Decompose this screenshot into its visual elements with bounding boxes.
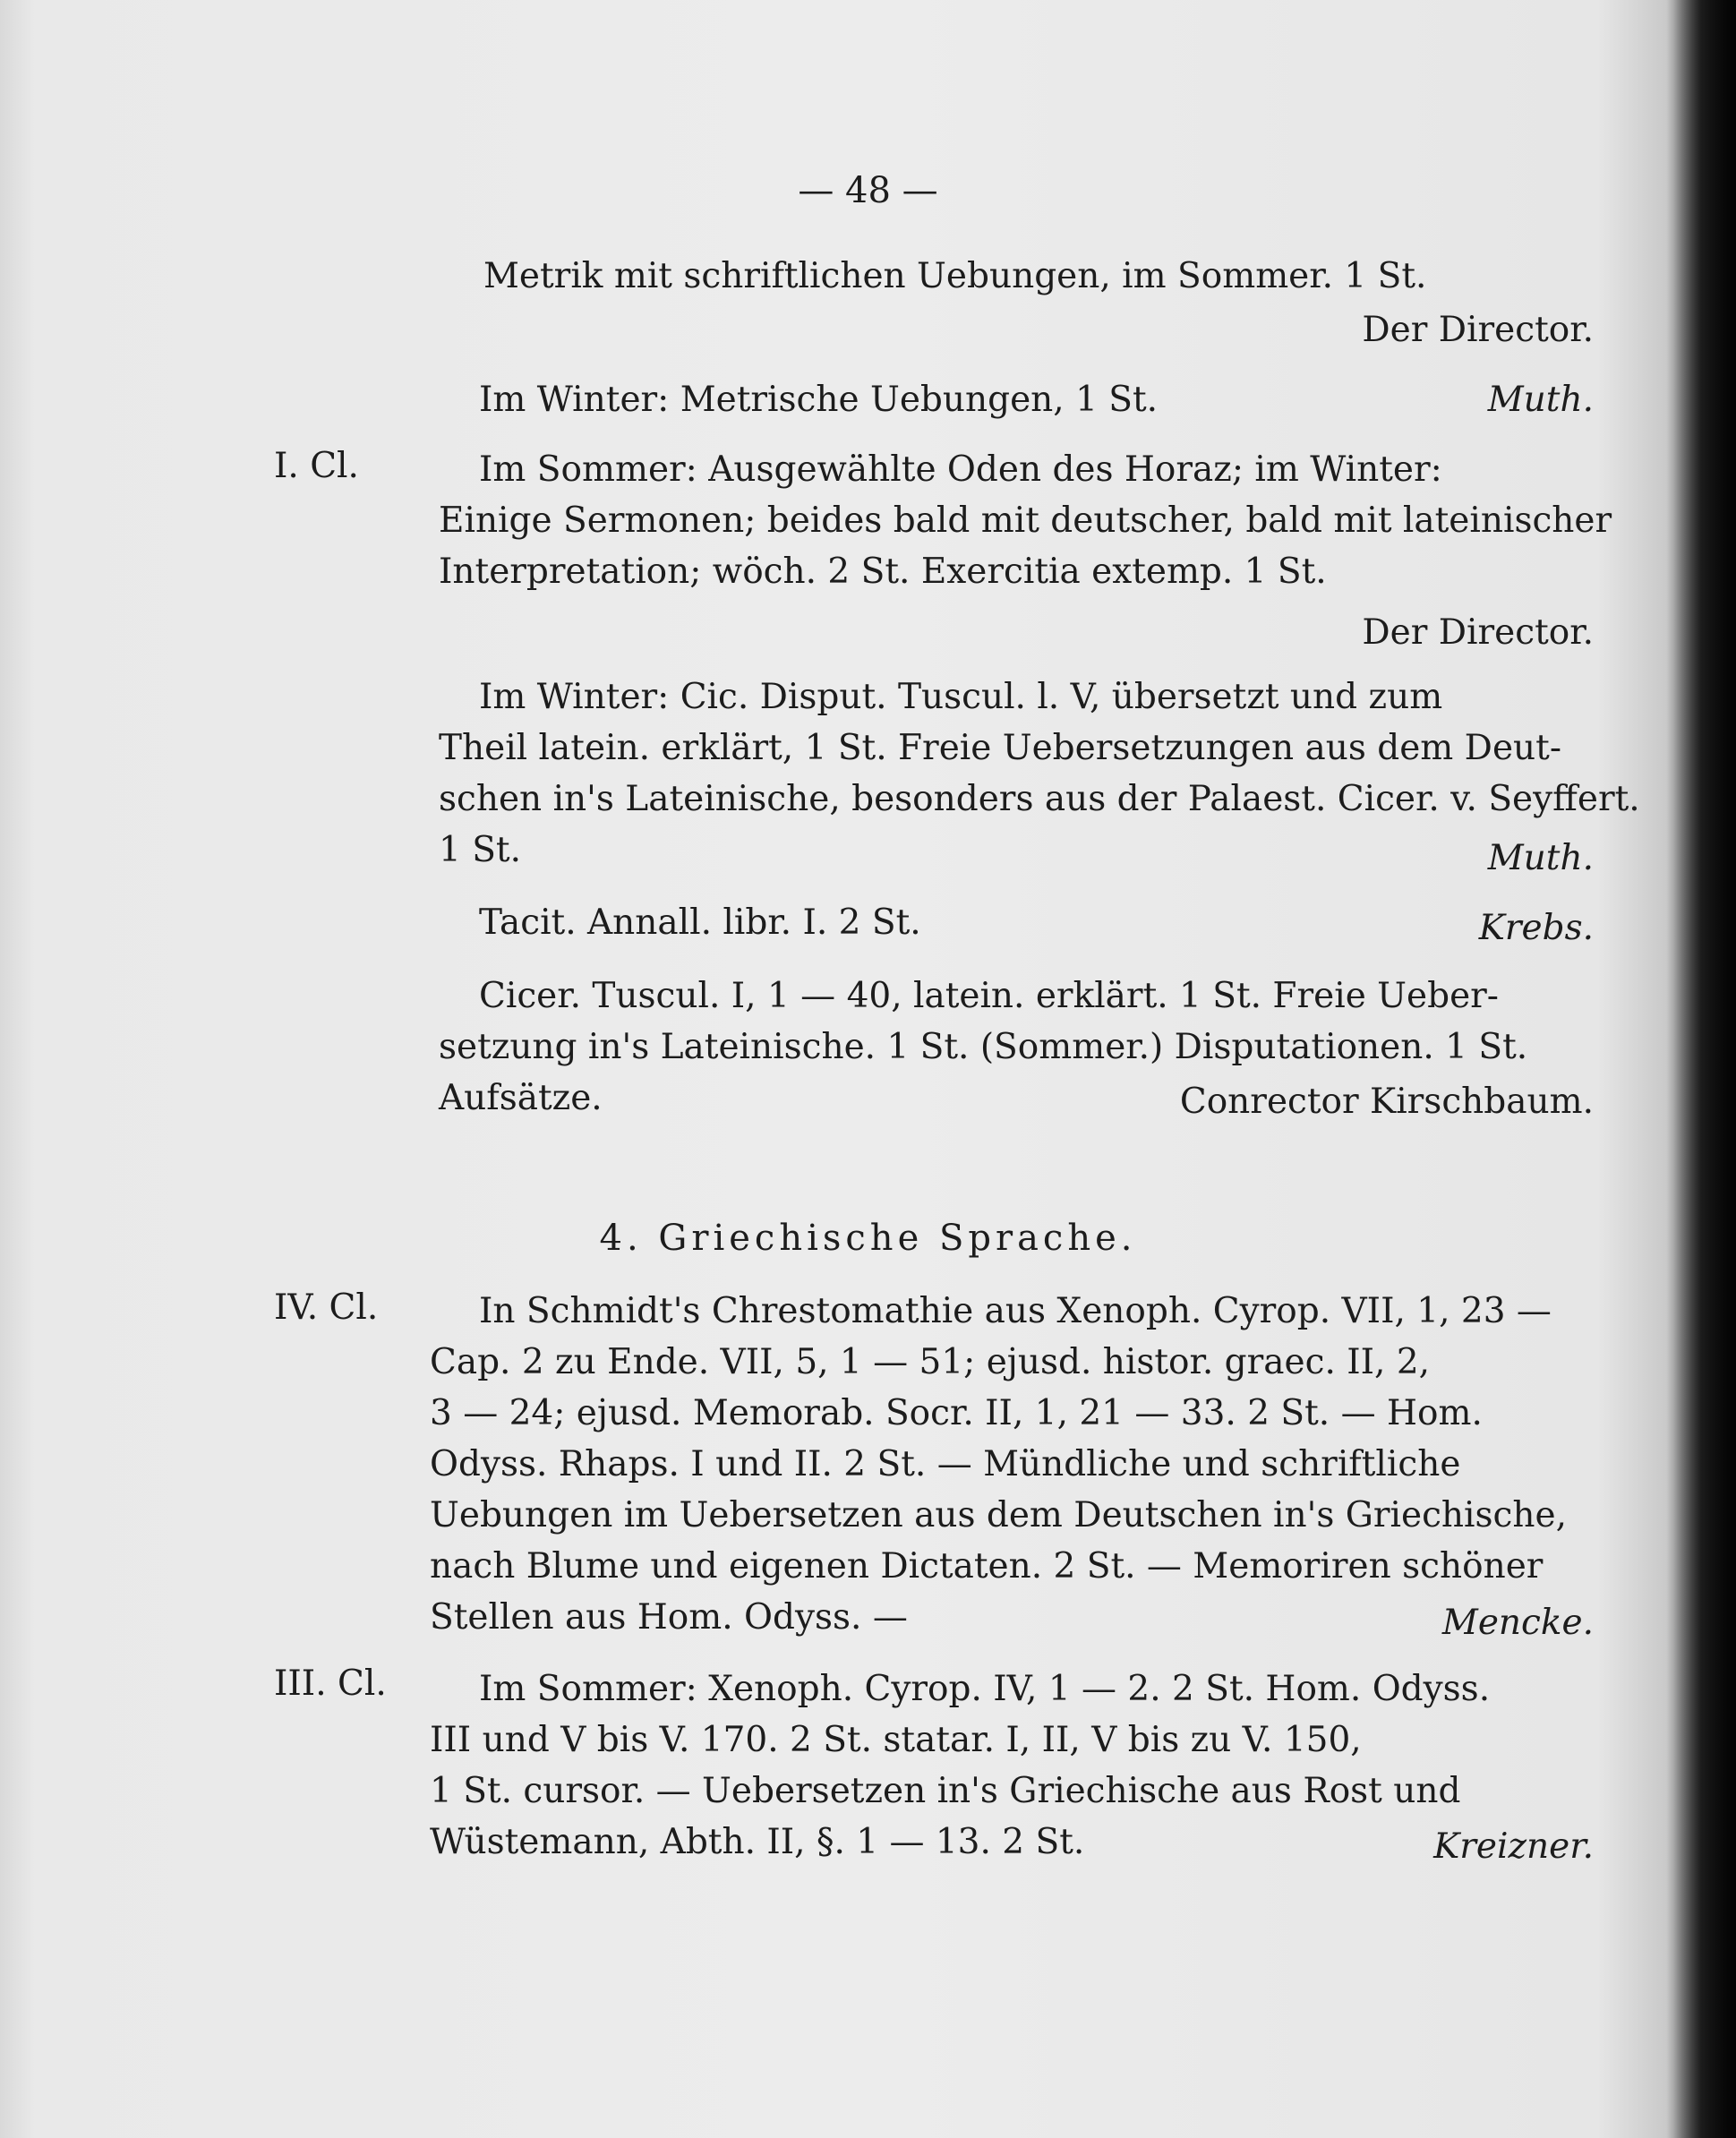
cl4-signature: Mencke.	[1441, 1603, 1594, 1643]
metrik-text: Metrik mit schriftlichen Uebungen, im Sommer. 1 St.	[483, 256, 1427, 296]
cl4-line: Cap. 2 zu Ende. VII, 5, 1 — 51; ejusd. histor. graec. II, 2,	[430, 1342, 1431, 1382]
cl1-p2-line: schen in's Lateinische, besonders aus der Palaest. Cicer. v. Seyffert.	[439, 779, 1640, 819]
cl3-line: Wüstemann, Abth. II, §. 1 — 13. 2 St.	[430, 1822, 1085, 1862]
cl1-p4-signature: Conrector Kirschbaum.	[1179, 1082, 1594, 1122]
metrik-sign-row	[430, 304, 1594, 358]
cl1-p2-line: Theil latein. erklärt, 1 St. Freie Uebersetzungen aus dem Deut-	[439, 728, 1561, 768]
cl1-p2-line: 1 St.	[439, 830, 521, 870]
cl4-line: Stellen aus Hom. Odyss. —	[430, 1597, 908, 1638]
cl3-line: 1 St. cursor. — Uebersetzen in's Griechische aus Rost und	[430, 1771, 1461, 1811]
page-number: — 48 —	[798, 170, 938, 211]
metrik-winter-row	[430, 374, 1594, 428]
cl1-p1-line: Interpretation; wöch. 2 St. Exercitia extemp. 1 St.	[439, 552, 1327, 592]
cl1-p4-line: setzung in's Lateinische. 1 St. (Sommer.) Disputationen. 1 St.	[439, 1027, 1528, 1067]
cl1-p4-line: Aufsätze.	[439, 1078, 603, 1118]
metrik-winter-signature: Muth.	[1487, 380, 1594, 420]
cl1-p3-signature: Krebs.	[1478, 908, 1594, 948]
cl1-p1-line: Im Sommer: Ausgewählte Oden des Horaz; im Winter:	[479, 449, 1442, 490]
cl1-p1-line: Einige Sermonen; beides bald mit deutscher, bald mit lateinischer	[439, 500, 1612, 541]
cl4-line: nach Blume und eigenen Dictaten. 2 St. — Memoriren schöner	[430, 1546, 1544, 1586]
cl4-line: Odyss. Rhaps. I und II. 2 St. — Mündliche und schriftliche	[430, 1444, 1461, 1484]
section-heading: 4. Griechische Sprache.	[599, 1218, 1137, 1259]
class-label-iii: III. Cl.	[274, 1663, 387, 1704]
cl3-line: Im Sommer: Xenoph. Cyrop. IV, 1 — 2. 2 St. Hom. Odyss.	[479, 1669, 1491, 1709]
cl3-signature: Kreizner.	[1433, 1826, 1594, 1867]
cl3-line: III und V bis V. 170. 2 St. statar. I, II, V bis zu V. 150,	[430, 1720, 1362, 1760]
class-label-i: I. Cl.	[274, 446, 359, 486]
cl1-p2-signature: Muth.	[1487, 838, 1594, 878]
metrik-winter-text: Im Winter: Metrische Uebungen, 1 St.	[479, 380, 1159, 420]
cl4-line: 3 — 24; ejusd. Memorab. Socr. II, 1, 21 — 33. 2 St. — Hom.	[430, 1393, 1483, 1433]
metrik-line	[430, 251, 1594, 304]
class-label-iv: IV. Cl.	[274, 1287, 379, 1328]
cl1-p4-line: Cicer. Tuscul. I, 1 — 40, latein. erklärt. 1 St. Freie Ueber-	[479, 976, 1499, 1016]
cl1-p2-line: Im Winter: Cic. Disput. Tuscul. l. V, übersetzt und zum	[479, 677, 1443, 717]
binding-shadow	[1673, 0, 1736, 2138]
cl1-p3-line: Tacit. Annall. libr. I. 2 St.	[479, 902, 921, 943]
cl4-line: Uebungen im Uebersetzen aus dem Deutschen in's Griechische,	[430, 1495, 1567, 1535]
cl1-p1-signature: Der Director.	[1362, 612, 1594, 653]
cl4-line: In Schmidt's Chrestomathie aus Xenoph. Cyrop. VII, 1, 23 —	[479, 1291, 1552, 1331]
metrik-signature: Der Director.	[1362, 310, 1594, 350]
